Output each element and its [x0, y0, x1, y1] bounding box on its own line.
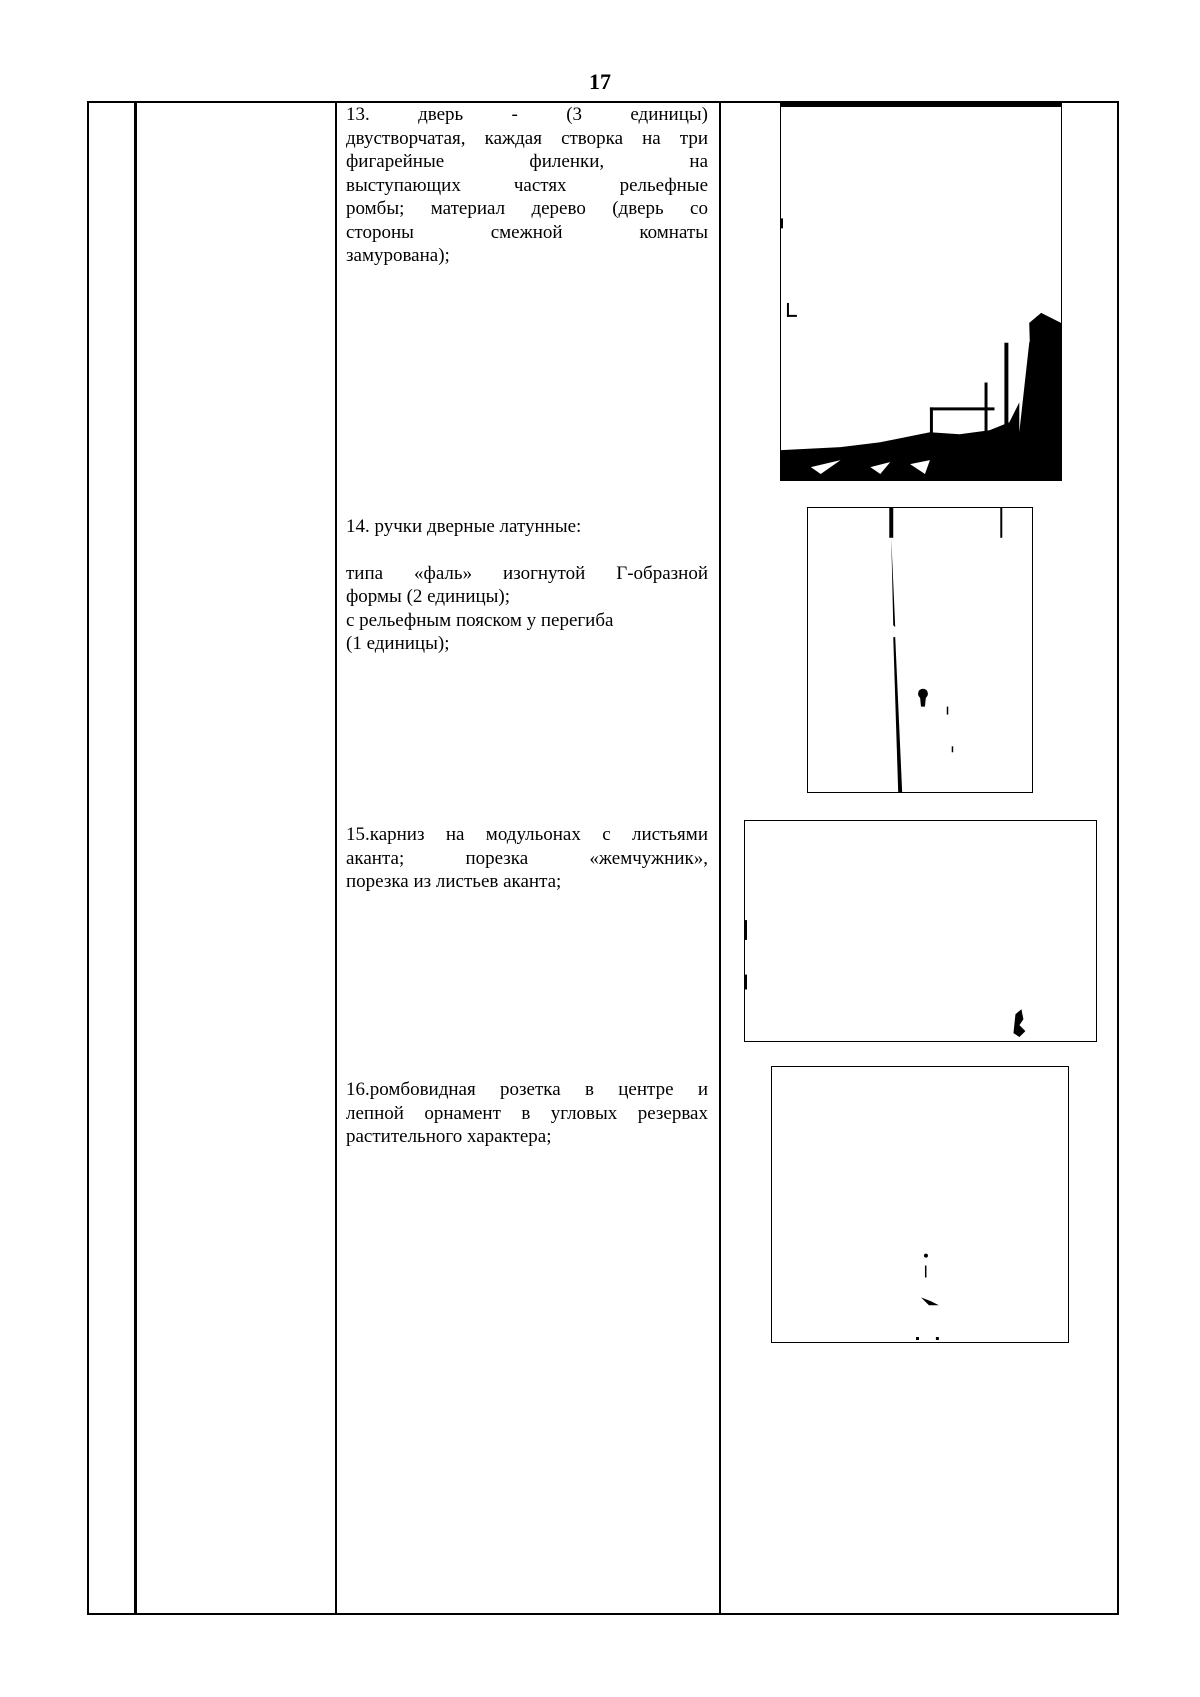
text-line: 16.ромбовидная розетка в центре и [346, 1079, 708, 1100]
text-line: замурована); [346, 245, 450, 266]
text-line: стороны смежной комнаты [346, 221, 708, 243]
rosette-photo [771, 1066, 1069, 1343]
text-line: формы (2 единицы); [346, 586, 511, 607]
column-divider-2 [335, 103, 337, 1613]
text-line: растительного характера; [346, 1126, 552, 1147]
column-divider-3 [719, 103, 721, 1613]
text-line: 15.карниз на модульонах с листьями [346, 824, 708, 845]
spacer [346, 539, 708, 562]
page-number: 17 [589, 69, 611, 94]
column-divider-1 [134, 103, 137, 1613]
text-line: аканта; порезка «жемчужник», [346, 847, 708, 869]
text-line: с рельефным пояском у перегиба [346, 609, 614, 631]
item-description-door [346, 103, 708, 268]
item-description-rosette [346, 1078, 708, 1149]
text-line: фигарейные филенки, на [346, 151, 708, 172]
text-line: выступающих частях рельефные [346, 174, 708, 196]
door-photo [780, 103, 1062, 481]
text-line: (1 единицы); [346, 633, 450, 654]
text-line: ромбы; материал дерево (дверь со [346, 198, 708, 219]
item-description-handles [346, 515, 708, 656]
text-line: типа «фаль» изогнутой Г-образной [346, 562, 708, 584]
text-line: лепной орнамент в угловых резервах [346, 1102, 708, 1124]
cornice-photo [744, 820, 1097, 1042]
text-line: 13. дверь - (3 единицы) [346, 104, 708, 125]
text-line: 14. ручки дверные латунные: [346, 516, 582, 537]
item-description-cornice [346, 823, 708, 894]
handles-photo [807, 507, 1033, 793]
text-line: порезка из листьев аканта; [346, 871, 562, 892]
text-line: двустворчатая, каждая створка на три [346, 127, 708, 149]
